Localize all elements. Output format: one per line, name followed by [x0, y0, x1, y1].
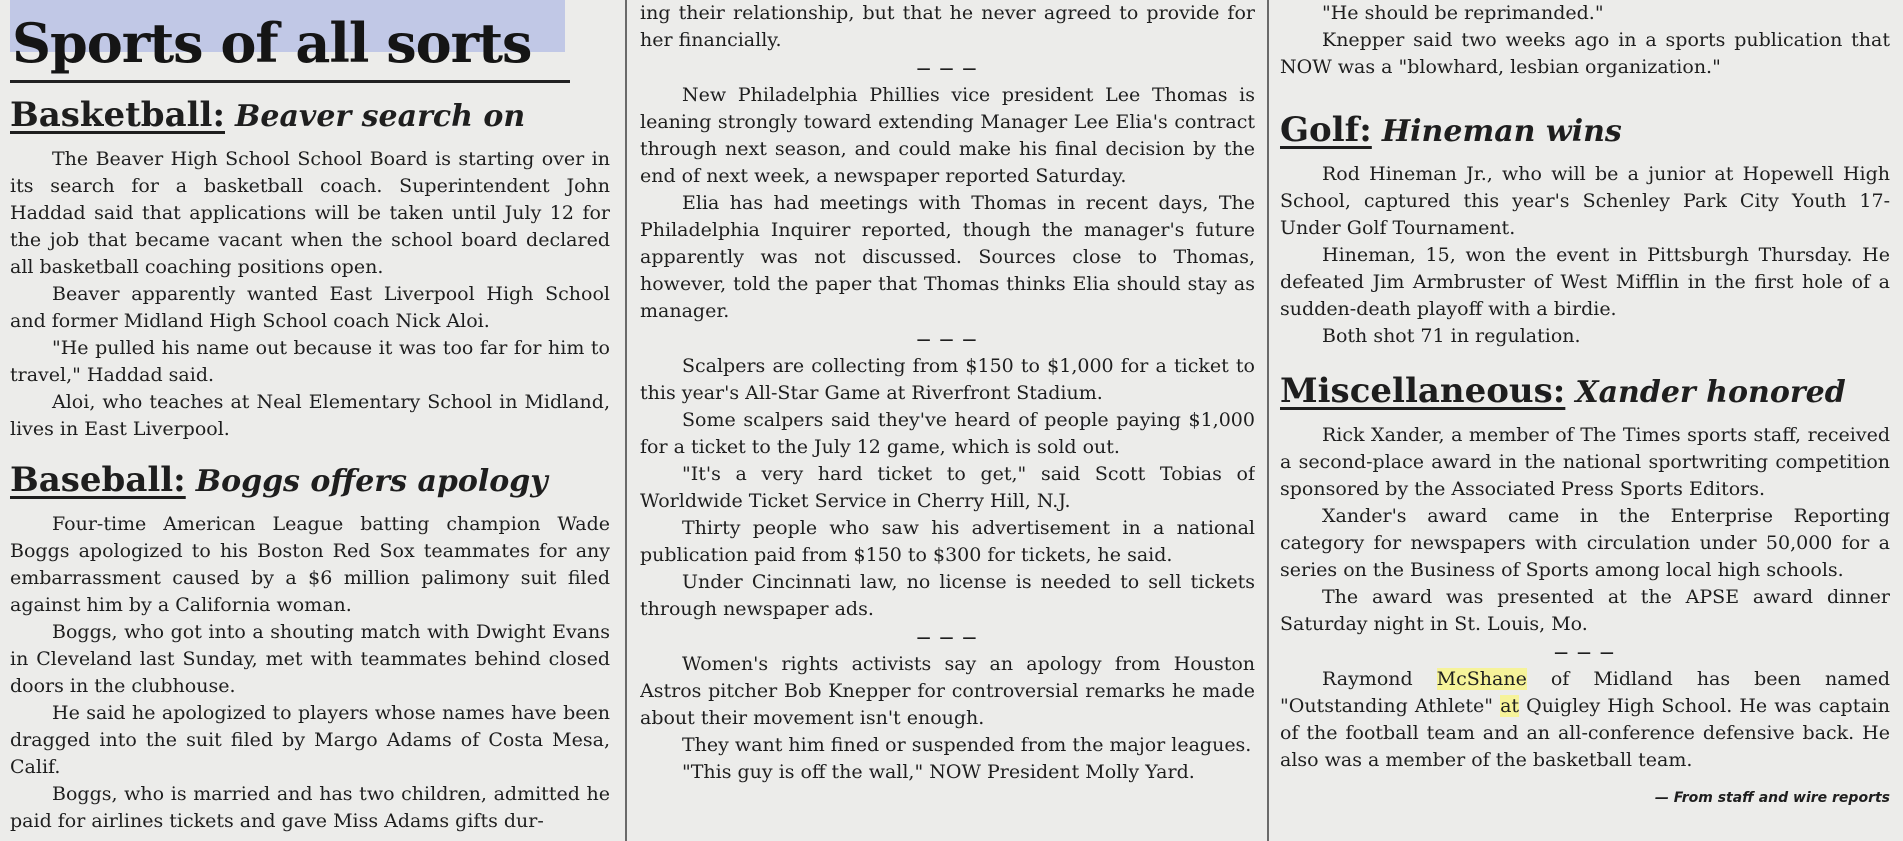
text-run: Quigley High School. He was captain of the football team and an all-conference defensive back. He also was a member of the basketball team. — [1280, 695, 1890, 771]
text-run: Raymond — [1322, 668, 1437, 690]
golf-section — [1280, 107, 1890, 350]
column-3 — [1280, 0, 1890, 841]
section-category: Baseball: — [10, 460, 186, 500]
basketball-section — [10, 92, 610, 443]
paragraph: Knepper said two weeks ago in a sports publication that NOW was a "blowhard, lesbian organization." — [1280, 29, 1890, 78]
paragraph: Both shot 71 in regulation. — [1322, 325, 1581, 347]
paragraph: Aloi, who teaches at Neal Elementary School in Midland, lives in East Liverpool. — [10, 391, 610, 440]
paragraph: Thirty people who saw his advertisement in a national publication paid from $150 to $300 for tickets, he said. — [640, 517, 1255, 566]
credit-line: — From staff and wire reports — [1654, 790, 1890, 806]
paragraph: "He pulled his name out because it was too far for him to travel," Haddad said. — [10, 337, 610, 386]
highlighted-text: McShane — [1436, 668, 1527, 690]
paragraph: The Beaver High School School Board is starting over in its search for a basketball coach. Superintendent John Haddad said that applications will be taken until July 12 for the job that became vacant when the school board declared all basketball coaching positions open. — [10, 148, 610, 278]
section-headline: Boggs offers apology — [195, 464, 548, 499]
baseball-section — [10, 457, 610, 835]
page-title: Sports of all sorts — [12, 11, 532, 75]
section-category: Miscellaneous: — [1280, 371, 1566, 411]
paragraph: Some scalpers said they've heard of people paying $1,000 for a ticket to the July 12 game, which is sold out. — [640, 409, 1255, 458]
paragraph: Rick Xander, a member of The Times sports staff, received a second-place award in the national sportwriting competition sponsored by the Associated Press Sports Editors. — [1280, 424, 1890, 500]
paragraph: They want him fined or suspended from the major leagues. — [682, 734, 1252, 756]
section-category: Basketball: — [10, 95, 225, 135]
paragraph: New Philadelphia Phillies vice president Lee Thomas is leaning strongly toward extending Manager Lee Elia's contract through next season, and could make his final decision by the end of next week, a newspaper reported Saturday. — [640, 84, 1255, 187]
paragraph: "It's a very hard ticket to get," said Scott Tobias of Worldwide Ticket Service in Cherry Hill, N.J. — [640, 463, 1255, 512]
highlighted-text: at — [1500, 695, 1520, 717]
paragraph: Xander's award came in the Enterprise Reporting category for newspapers with circulation under 50,000 for a series on the Business of Sports among local high schools. — [1280, 505, 1890, 581]
title-underline — [10, 80, 570, 83]
item-separator — [1280, 644, 1890, 662]
section-heading — [1280, 368, 1890, 416]
paragraph: He said he apologized to players whose names have been dragged into the suit filed by Margo Adams of Costa Mesa, Calif. — [10, 702, 610, 778]
section-category: Golf: — [1280, 110, 1372, 150]
text-run: of Midland has been named "Outstanding Athlete" — [1280, 668, 1890, 717]
section-headline: Beaver search on — [235, 99, 526, 134]
section-headline: Xander honored — [1575, 375, 1846, 410]
paragraph: Under Cincinnati law, no license is needed to sell tickets through newspaper ads. — [640, 571, 1255, 620]
paragraph — [1280, 666, 1890, 774]
paragraph: "This guy is off the wall," NOW President Molly Yard. — [682, 761, 1195, 783]
section-headline: Hineman wins — [1381, 114, 1622, 149]
section-heading — [1280, 107, 1890, 155]
item-separator — [640, 331, 1255, 349]
paragraph: Hineman, 15, won the event in Pittsburgh Thursday. He defeated Jim Armbruster of West Mifflin in the first hole of a sudden-death playoff with a birdie. — [1280, 244, 1890, 320]
miscellaneous-section — [1280, 368, 1890, 806]
column-1 — [10, 0, 610, 841]
section-heading — [10, 457, 610, 505]
paragraph: The award was presented at the APSE award dinner Saturday night in St. Louis, Mo. — [1280, 586, 1890, 635]
paragraph: Elia has had meetings with Thomas in recent days, The Philadelphia Inquirer reported, though the manager's future apparently was not discussed. Sources close to Thomas, however, told the paper that Thomas thinks Elia should stay as manager. — [640, 192, 1255, 322]
section-heading — [10, 92, 610, 140]
paragraph: ing their relationship, but that he never agreed to provide for her financially. — [640, 2, 1255, 51]
column-divider — [625, 0, 627, 841]
item-separator — [640, 629, 1255, 647]
paragraph: Beaver apparently wanted East Liverpool High School and former Midland High School coach Nick Aloi. — [10, 283, 610, 332]
paragraph: Rod Hineman Jr., who will be a junior at Hopewell High School, captured this year's Schenley Park City Youth 17-Under Golf Tournament. — [1280, 163, 1890, 239]
paragraph: Four-time American League batting champion Wade Boggs apologized to his Boston Red Sox teammates for any embarrassment caused by a $6 million palimony suit filed against him by a California woman. — [10, 513, 610, 616]
paragraph: Women's rights activists say an apology from Houston Astros pitcher Bob Knepper for controversial remarks he made about their movement isn't enough. — [640, 653, 1255, 729]
paragraph: Boggs, who is married and has two children, admitted he paid for airlines tickets and gave Miss Adams gifts dur- — [10, 783, 610, 832]
column-2 — [640, 0, 1255, 841]
title-block — [10, 6, 610, 86]
paragraph: Boggs, who got into a shouting match with Dwight Evans in Cleveland last Sunday, met with teammates behind closed doors in the clubhouse. — [10, 621, 610, 697]
paragraph: "He should be reprimanded." — [1322, 2, 1604, 24]
paragraph: Scalpers are collecting from $150 to $1,000 for a ticket to this year's All-Star Game at Riverfront Stadium. — [640, 355, 1255, 404]
item-separator — [640, 60, 1255, 78]
column-divider — [1267, 0, 1269, 841]
